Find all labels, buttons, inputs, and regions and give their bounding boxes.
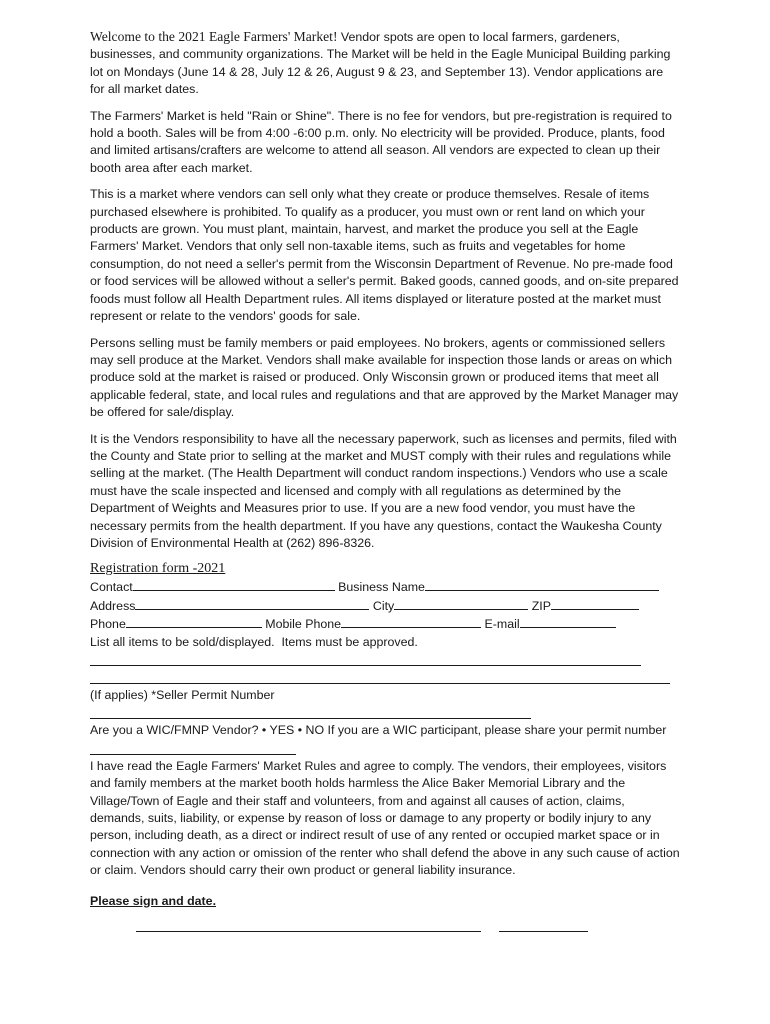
phone-row	[90, 615, 680, 633]
business-name-label: Business Name	[334, 580, 425, 595]
phone-field[interactable]	[126, 615, 262, 628]
address-label: Address	[90, 598, 136, 613]
contact-label: Contact	[90, 580, 133, 595]
city-label: City	[369, 598, 395, 613]
items-field-line-1[interactable]	[90, 651, 641, 666]
address-field[interactable]	[135, 597, 369, 610]
paragraph-rain-or-shine: The Farmers' Market is held "Rain or Shine". There is no fee for vendors, but pre-registration is required to hold a booth. Sales will be from 4:00 -6:00 p.m. only. No electricity will be provided. Produce, plants, food and limited artisans/crafters are welcome to attend all season. All vendors are expected to clean up their booth area after each market.	[90, 108, 672, 175]
intro-lead: Welcome to the 2021 Eagle Farmers' Market!	[90, 29, 338, 44]
date-line[interactable]	[499, 930, 588, 932]
mobile-phone-field[interactable]	[341, 615, 481, 628]
signature-row	[90, 908, 680, 948]
city-field[interactable]	[394, 597, 528, 610]
paragraph-producer-rules: This is a market where vendors can sell only what they create or produce themselves. Resale of items purchased elsewhere is prohibited. To qualify as a producer, you must own or rent land on which your products are grown. You must plant, maintain, harvest, and market the produce you sell at the Eagle Farmers' Market. Vendors that only sell non-taxable items, such as fruits and vegetables for home consumption, do not need a seller's permit from the Wisconsin Department of Revenue. No pre-made food or food services will be allowed without a seller's permit. Baked goods, canned goods, and on-site prepared foods must follow all Health Department rules. All items displayed or literature posted at the market must represent or relate to the vendors' goods for sale.	[90, 187, 679, 324]
sign-instruction: Please sign and date.	[90, 893, 217, 908]
registration-form-title: Registration form -2021	[90, 561, 226, 577]
zip-label: ZIP	[528, 598, 551, 613]
items-field-line-2[interactable]	[90, 669, 670, 684]
liability-agreement: I have read the Eagle Farmers' Market Rules and agree to comply. The vendors, their employees, visitors and family members at the market booth holds harmless the Alice Baker Memorial Library and the Village/Town of Eagle and their staff and volunteers, from and against all causes of action, claims, demands, suits, liability, or expense by reason of loss or damage to any property or bodily injury to any person, including death, as a direct or indirect result of use of any rented or occupied market space or in connection with any action or omission of the renter who shall defend the above in any such cause of action or claim. Vendors should carry their own product or general liability insurance.	[90, 758, 680, 878]
address-row	[90, 597, 680, 615]
contact-row	[90, 578, 680, 596]
seller-permit-field[interactable]	[90, 704, 531, 719]
items-label: List all items to be sold/displayed. Items must be approved.	[90, 634, 418, 649]
email-label: E-mail	[481, 617, 520, 632]
zip-field[interactable]	[551, 597, 639, 610]
business-name-field[interactable]	[425, 578, 659, 591]
mobile-phone-label: Mobile Phone	[261, 617, 342, 632]
seller-permit-label: (If applies) *Seller Permit Number	[90, 688, 275, 702]
signature-line[interactable]	[136, 930, 481, 932]
paragraph-sellers: Persons selling must be family members or paid employees. No brokers, agents or commissioned sellers may sell produce at the Market. Vendors shall make available for inspection those lands or areas on which produce sold at the market is raised or produced. Only Wisconsin grown or produced items that meet all applicable federal, state, and local rules and regulations and that are approved by the Market Manager may be offered for sale/display.	[90, 335, 679, 420]
wic-question: Are you a WIC/FMNP Vendor? • YES • NO If you are a WIC participant, please share your permit number	[90, 723, 667, 738]
phone-label: Phone	[90, 617, 126, 632]
intro-paragraph	[90, 28, 680, 99]
intro-text: Vendor spots are open to local farmers, gardeners, businesses, and community organizations. The Market will be held in the Eagle Municipal Building parking lot on Mondays (June 14 & 28, July 12 & 26, August 9 & 23, and September 13). Vendor applications are for all market dates.	[90, 30, 671, 97]
email-field[interactable]	[520, 615, 616, 628]
paragraph-paperwork: It is the Vendors responsibility to have all the necessary paperwork, such as licenses and permits, filed with the County and State prior to selling at the market and MUST comply with their rules and regulations while selling at the market. (The Health Department will conduct random inspections.) Vendors who use a scale must have the scale inspected and licensed and comply with all regulations as determined by the Department of Weights and Measures prior to use. If you are a new food vendor, you must have the necessary permits from the health department. If you have any questions, contact the Waukesha County Division of Environmental Health at (262) 896-8326.	[90, 431, 677, 550]
wic-permit-field[interactable]	[90, 740, 296, 755]
contact-field[interactable]	[133, 578, 335, 591]
